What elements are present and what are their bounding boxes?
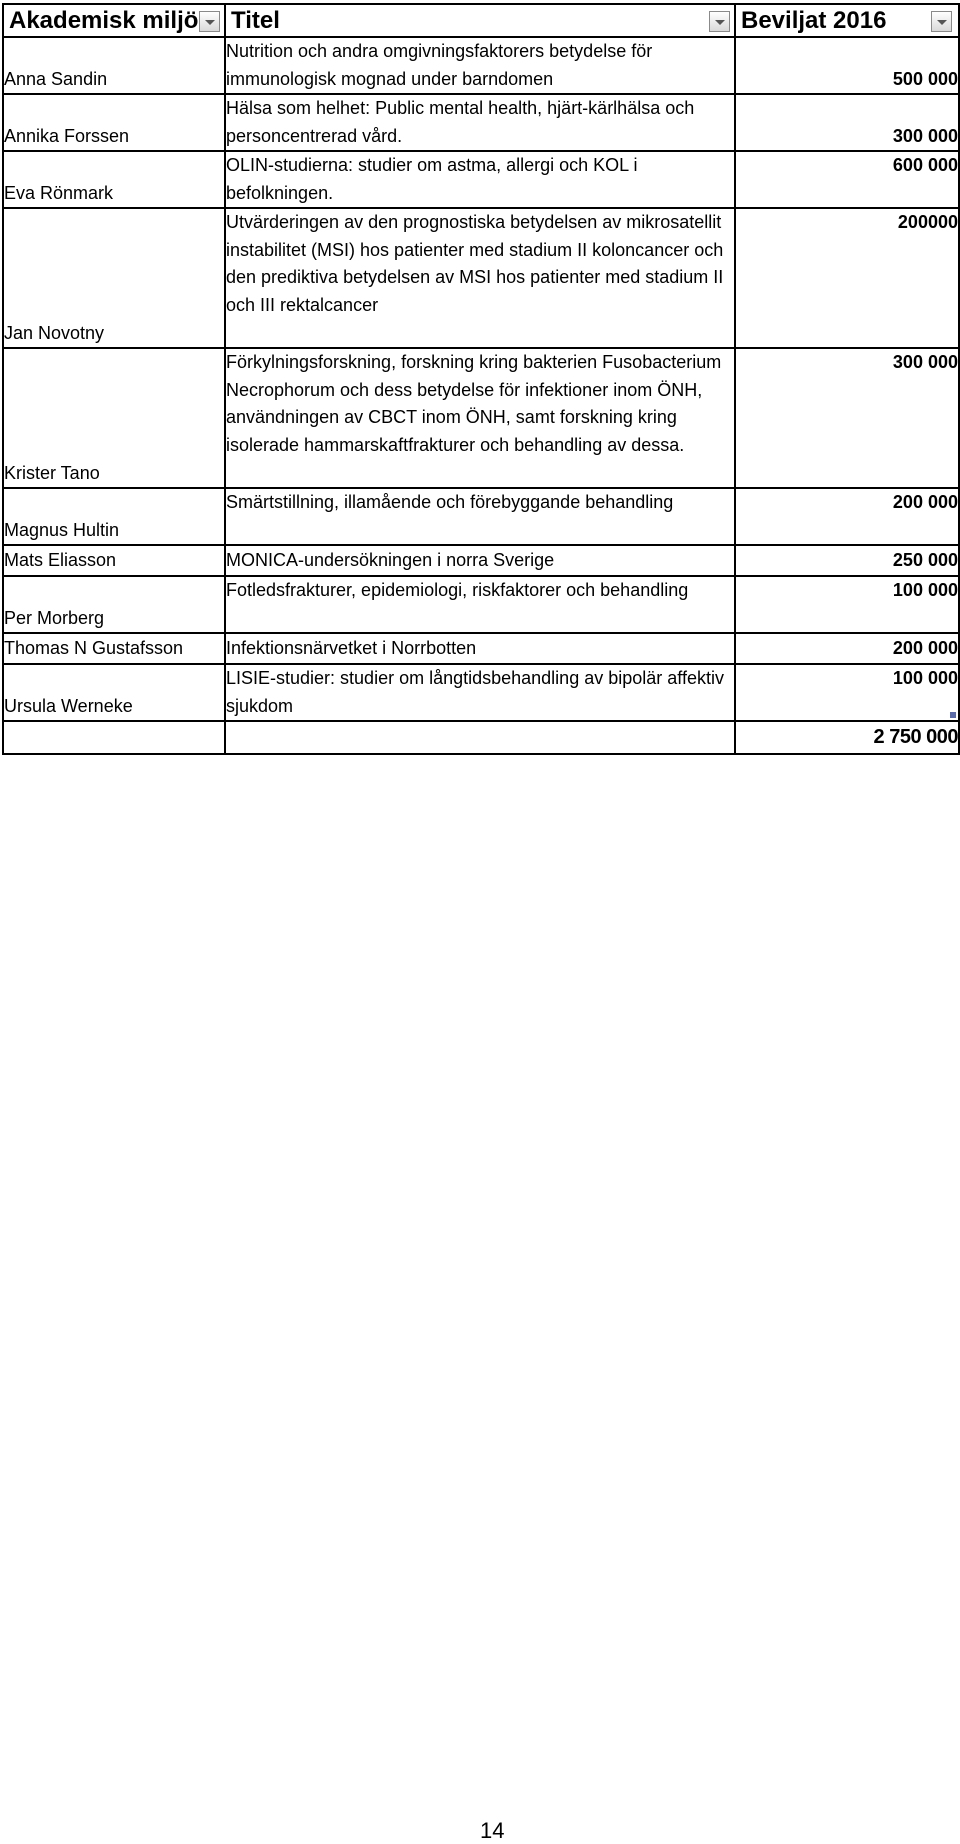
env-cell[interactable]: Jan Novotny — [3, 208, 225, 348]
total-row — [3, 721, 959, 754]
header-beviljat — [735, 4, 959, 37]
title-cell[interactable]: MONICA-undersökningen i norra Sverige — [225, 545, 735, 576]
title-cell[interactable]: Nutrition och andra omgivningsfaktorers betydelse för immunologisk mognad under barndomen — [225, 37, 735, 94]
amount-cell[interactable]: 300 000 — [735, 348, 959, 488]
title-cell[interactable]: Förkylningsforskning, forskning kring bakterien Fusobacterium Necrophorum och dess betydelse för infektioner inom ÖNH, användningen av CBCT inom ÖNH, samt forskning kring isolerade hammarskaftfrakturer och behandling av dessa. — [225, 348, 735, 488]
amount-cell[interactable]: 200 000 — [735, 633, 959, 664]
amount-cell[interactable]: 100 000 — [735, 576, 959, 633]
header-titel — [225, 4, 735, 37]
amount-value: 100 000 — [892, 668, 958, 688]
table-resize-handle[interactable] — [950, 712, 956, 718]
title-cell[interactable]: Infektionsnärvetket i Norrbotten — [225, 633, 735, 664]
page-number: 14 — [480, 1818, 505, 1843]
title-cell[interactable]: Utvärderingen av den prognostiska betydelsen av mikrosatellit instabilitet (MSI) hos patienter med stadium II koloncancer och den prediktiva betydelsen av MSI hos patienter med stadium II och III rektalcancer — [225, 208, 735, 348]
amount-cell[interactable]: 200 000 — [735, 488, 959, 545]
table-row — [3, 208, 959, 348]
header-akademisk-miljo — [3, 4, 225, 37]
amount-cell[interactable]: 600 000 — [735, 151, 959, 208]
total-empty-cell[interactable] — [225, 721, 735, 754]
amount-cell[interactable]: 250 000 — [735, 545, 959, 576]
table-row — [3, 348, 959, 488]
title-cell[interactable]: OLIN-studierna: studier om astma, allergi och KOL i befolkningen. — [225, 151, 735, 208]
env-cell[interactable]: Eva Rönmark — [3, 151, 225, 208]
table-row — [3, 576, 959, 633]
title-cell[interactable]: LISIE-studier: studier om långtidsbehandling av bipolär affektiv sjukdom — [225, 664, 735, 721]
env-cell[interactable]: Krister Tano — [3, 348, 225, 488]
amount-cell[interactable] — [735, 664, 959, 721]
env-cell[interactable]: Annika Forssen — [3, 94, 225, 151]
title-cell[interactable]: Fotledsfrakturer, epidemiologi, riskfaktorer och behandling — [225, 576, 735, 633]
amount-cell[interactable]: 200000 — [735, 208, 959, 348]
title-cell[interactable]: Smärtstillning, illamående och förebyggande behandling — [225, 488, 735, 545]
table-row — [3, 94, 959, 151]
env-cell[interactable]: Mats Eliasson — [3, 545, 225, 576]
env-cell[interactable]: Anna Sandin — [3, 37, 225, 94]
grant-table — [2, 3, 960, 755]
table-row — [3, 488, 959, 545]
table-row — [3, 37, 959, 94]
filter-dropdown-icon[interactable] — [931, 11, 952, 32]
table-row — [3, 151, 959, 208]
total-empty-cell[interactable] — [3, 721, 225, 754]
amount-cell[interactable]: 500 000 — [735, 37, 959, 94]
filter-dropdown-icon[interactable] — [199, 11, 220, 32]
table-row — [3, 633, 959, 664]
env-cell[interactable]: Thomas N Gustafsson — [3, 633, 225, 664]
filter-dropdown-icon[interactable] — [709, 11, 730, 32]
amount-cell[interactable]: 300 000 — [735, 94, 959, 151]
table-row — [3, 664, 959, 721]
header-label: Akademisk miljö — [9, 6, 199, 34]
table-row — [3, 545, 959, 576]
header-row — [3, 4, 959, 37]
env-cell[interactable]: Ursula Werneke — [3, 664, 225, 721]
env-cell[interactable]: Per Morberg — [3, 576, 225, 633]
title-cell[interactable]: Hälsa som helhet: Public mental health, hjärt-kärlhälsa och personcentrerad vård. — [225, 94, 735, 151]
header-label: Titel — [231, 6, 280, 34]
header-label: Beviljat 2016 — [741, 6, 887, 34]
env-cell[interactable]: Magnus Hultin — [3, 488, 225, 545]
total-amount-cell[interactable]: 2 750 000 — [735, 721, 959, 754]
